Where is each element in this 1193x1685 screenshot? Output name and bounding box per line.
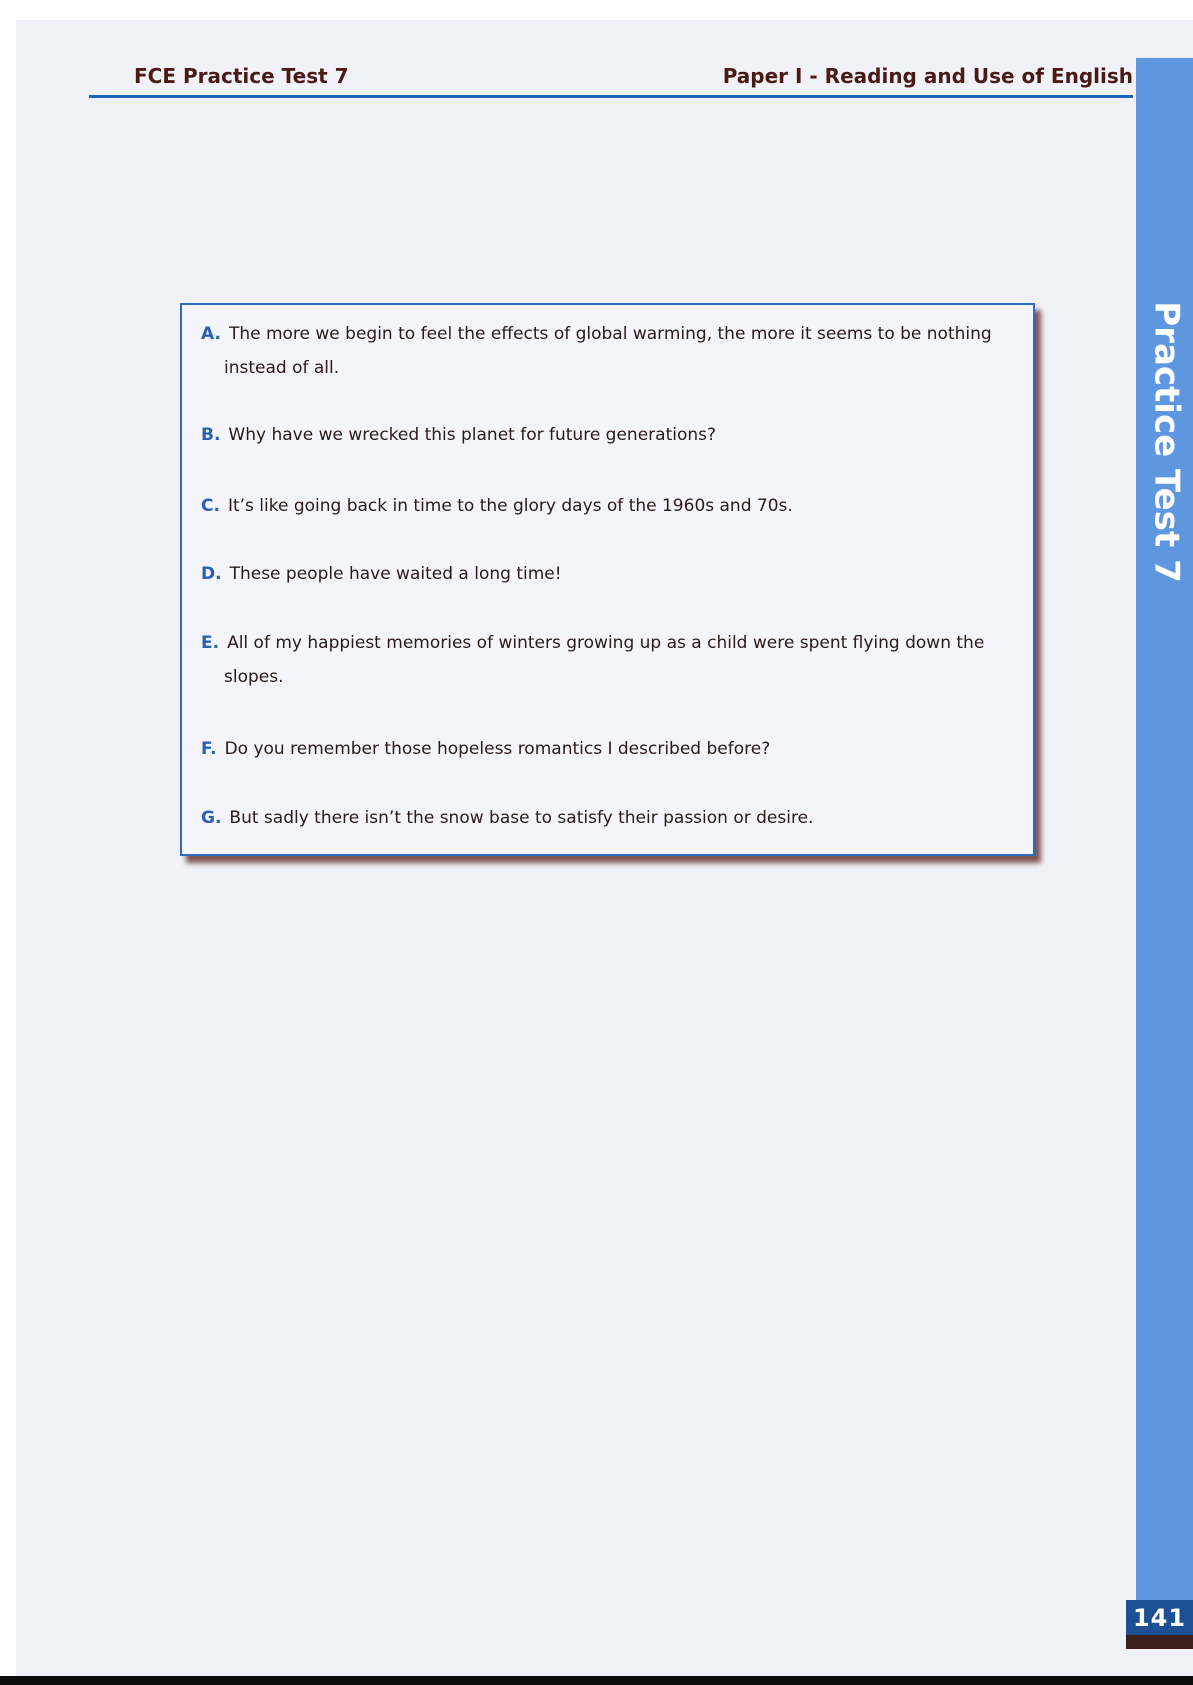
page-number: 141 — [1132, 1603, 1187, 1632]
page-number-shadow — [1126, 1635, 1193, 1649]
header-rule — [89, 95, 1133, 98]
options-box — [180, 303, 1035, 856]
page-header — [89, 58, 1133, 98]
header-section: Paper I - Reading and Use of English — [722, 64, 1133, 88]
option-text: It’s like going back in time to the glory days of the 1960s and 70s. — [227, 496, 793, 516]
option-text: These people have waited a long time! — [229, 564, 562, 584]
option-text-continued: instead of all. — [224, 358, 340, 378]
option-letter: C. — [201, 496, 220, 516]
header-title: FCE Practice Test 7 — [134, 64, 349, 88]
option-letter: A. — [201, 324, 221, 344]
option-e — [201, 626, 1001, 694]
option-text: Why have we wrecked this planet for future generations? — [228, 425, 717, 445]
option-c — [201, 489, 1001, 523]
option-f — [201, 732, 1001, 766]
option-letter: F. — [201, 739, 217, 759]
option-letter: E. — [201, 633, 220, 653]
side-tab-label: Practice Test 7 — [1147, 301, 1187, 583]
option-a — [201, 317, 1001, 385]
option-text: The more we begin to feel the effects of global warming, the more it seems to be nothing — [228, 324, 992, 344]
option-letter: G. — [201, 808, 222, 828]
option-letter: D. — [201, 564, 222, 584]
option-text: Do you remember those hopeless romantics I described before? — [224, 739, 771, 759]
option-b — [201, 418, 1001, 452]
side-tab-label-wrap — [1137, 282, 1193, 602]
bottom-edge — [0, 1676, 1193, 1685]
option-d — [201, 557, 1001, 591]
option-g — [201, 801, 1001, 835]
option-text: But sadly there isn’t the snow base to satisfy their passion or desire. — [229, 808, 814, 828]
option-letter: B. — [201, 425, 221, 445]
option-text-continued: slopes. — [224, 667, 284, 687]
page-number-box — [1126, 1600, 1193, 1635]
option-text: All of my happiest memories of winters growing up as a child were spent flying down the — [227, 633, 985, 653]
